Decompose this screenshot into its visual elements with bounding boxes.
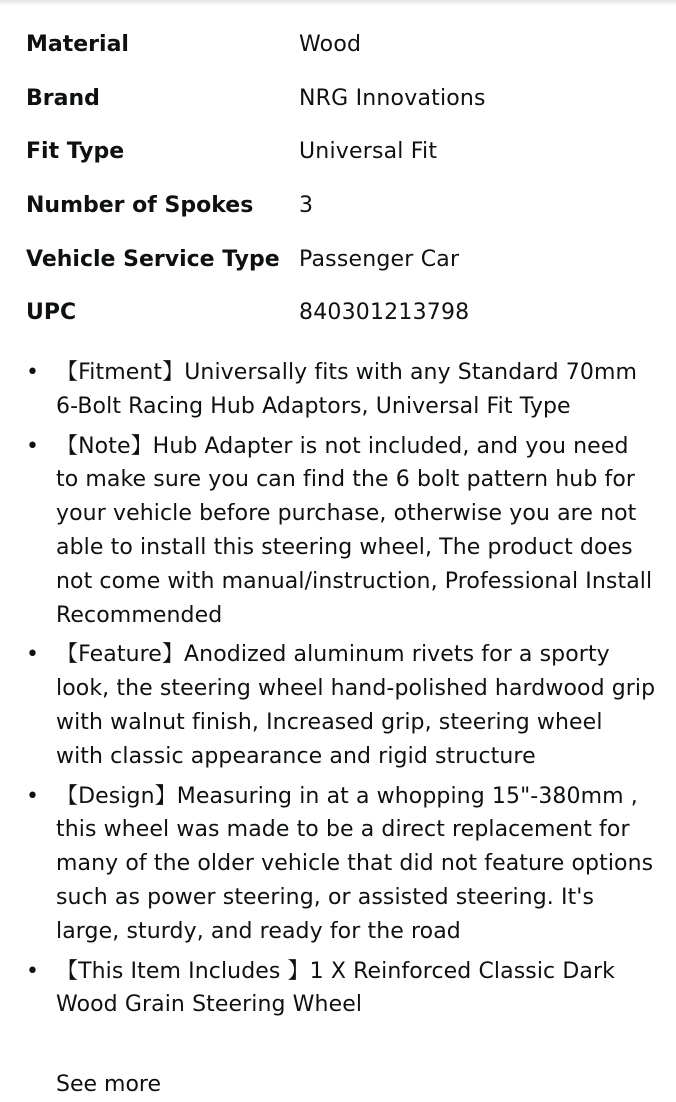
spec-row-upc — [26, 294, 656, 348]
bullet-text: 【Design】Measuring in at a whopping 15"-380mm , this wheel was made to be a direct replacement for many of the older vehicle that did not feature options such as power steering, or assisted steering. It's large, sturdy, and ready for the road — [56, 783, 654, 944]
bullet-text: 【Note】Hub Adapter is not included, and you need to make sure you can find the 6 bolt pattern hub for your vehicle before purchase, otherwise you are not able to install this steering wheel, The product does not come with manual/instruction, Professional Install Recommended — [56, 433, 653, 628]
spec-value: 3 — [299, 193, 314, 219]
spec-value: Universal Fit — [299, 139, 438, 165]
bullet-dot-icon: • — [26, 642, 40, 668]
feature-bullet-includes — [0, 955, 676, 1023]
spec-value: 840301213798 — [299, 300, 470, 326]
spec-row-vehicle-service-type — [26, 241, 656, 295]
spec-row-fit-type — [26, 133, 656, 187]
bullet-dot-icon: • — [26, 783, 40, 809]
feature-bullet-fitment — [0, 356, 676, 424]
bullet-text: 【Feature】Anodized aluminum rivets for a sporty look, the steering wheel hand-polished hardwood grip with walnut finish, Increased grip, steering wheel with classic appearance and rigid structure — [56, 642, 656, 769]
spec-row-material — [26, 26, 656, 80]
spec-value: NRG Innovations — [299, 85, 486, 111]
bullet-dot-icon: • — [26, 433, 40, 459]
spec-key: UPC — [26, 300, 77, 326]
feature-bullet-note — [0, 430, 676, 633]
spec-value: Passenger Car — [299, 246, 460, 272]
bullet-text: 【Fitment】Universally fits with any Standard 70mm 6-Bolt Racing Hub Adaptors, Universal Fit Type — [56, 360, 638, 419]
bullet-text: 【This Item Includes 】1 X Reinforced Classic Dark Wood Grain Steering Wheel — [56, 958, 615, 1018]
feature-bullet-feature — [0, 638, 676, 773]
spec-row-brand — [26, 80, 656, 134]
spec-key: Fit Type — [26, 139, 125, 165]
see-more-link[interactable]: See more — [56, 1072, 162, 1097]
product-specs-table — [26, 26, 656, 348]
spec-key: Number of Spokes — [26, 193, 254, 219]
spec-key: Brand — [26, 85, 100, 111]
bullet-dot-icon: • — [26, 958, 40, 984]
spec-row-number-of-spokes — [26, 187, 656, 241]
spec-key: Material — [26, 32, 129, 57]
spec-key: Vehicle Service Type — [26, 246, 280, 272]
feature-bullet-design — [0, 780, 676, 949]
spec-value: Wood — [299, 32, 362, 57]
feature-bullet-list — [0, 356, 676, 1028]
top-shadow — [0, 0, 676, 6]
bullet-dot-icon: • — [26, 360, 40, 385]
